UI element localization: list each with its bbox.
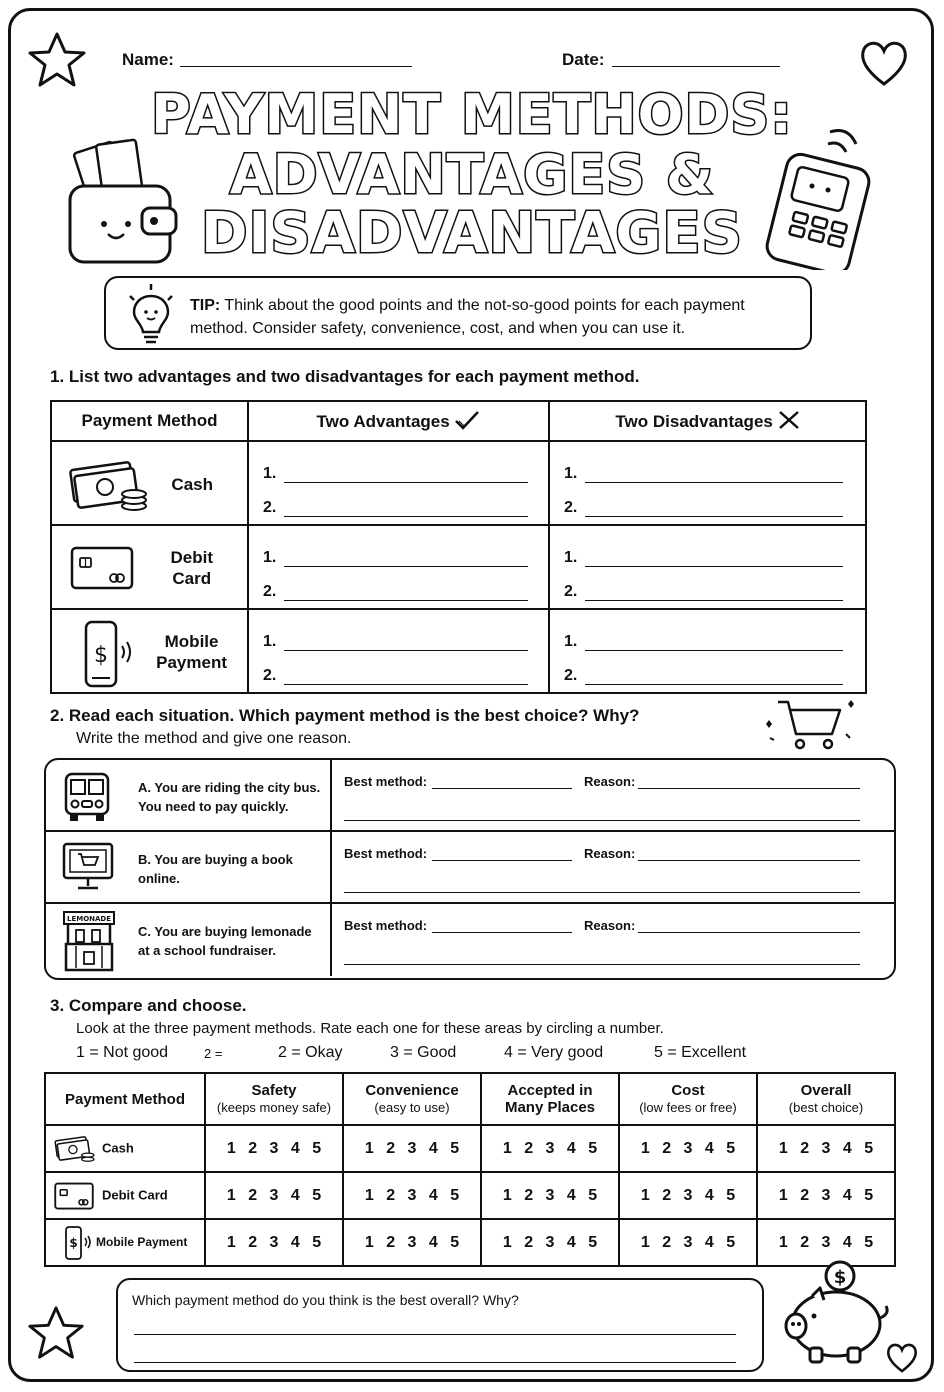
cash-icon xyxy=(68,460,150,512)
tip-line-2: method. Consider safety, convenience, cost, and when you can use it. xyxy=(190,320,686,337)
situation-text xyxy=(138,922,312,960)
rating-method-mobile-payment xyxy=(45,1219,205,1266)
col-header-overall xyxy=(757,1073,895,1125)
final-answer-line[interactable] xyxy=(134,1362,736,1363)
scale-3: 3 = Good xyxy=(390,1044,457,1061)
col-header-cost xyxy=(619,1073,757,1125)
rating-method-label: Mobile Payment xyxy=(96,1234,188,1249)
answer-line[interactable] xyxy=(249,533,548,567)
scale-1: 1 = Not good xyxy=(76,1044,169,1061)
line-number: 1. xyxy=(564,633,578,650)
line-number: 2. xyxy=(263,667,277,684)
answer-line[interactable] xyxy=(550,533,865,567)
final-question-box xyxy=(116,1278,764,1372)
rating-overall[interactable]: 1 2 3 4 5 xyxy=(757,1219,895,1266)
line-number: 2. xyxy=(263,499,277,516)
svg-text:$: $ xyxy=(94,643,108,668)
svg-text:$: $ xyxy=(69,1235,78,1250)
col-header-method: Payment Method xyxy=(45,1073,205,1125)
cash-icon xyxy=(54,1132,96,1166)
col-header-disadvantages-label: Two Disadvantages xyxy=(615,412,773,431)
scale-4: 4 = Very good xyxy=(504,1044,604,1061)
reason-field-line-2[interactable] xyxy=(344,964,860,965)
rating-safety[interactable]: 1 2 3 4 5 xyxy=(205,1172,343,1219)
reason-label: Reason: xyxy=(584,774,636,789)
method-debit-card xyxy=(51,525,248,609)
header-title: Overall xyxy=(800,1082,852,1099)
header-note: (keeps money safe) xyxy=(216,1100,332,1115)
mobile-payment-icon xyxy=(82,620,142,688)
rating-convenience[interactable]: 1 2 3 4 5 xyxy=(343,1125,481,1172)
situation-line: A. You are riding the city bus. xyxy=(138,780,321,795)
rating-cost[interactable]: 1 2 3 4 5 xyxy=(619,1172,757,1219)
rating-method-debit-card xyxy=(45,1172,205,1219)
tip-text xyxy=(190,294,800,340)
advantages-cell xyxy=(248,609,549,693)
situation-description xyxy=(46,760,332,830)
final-question: Which payment method do you think is the best overall? Why? xyxy=(132,1292,519,1308)
method-cash xyxy=(51,441,248,525)
answer-line[interactable] xyxy=(249,567,548,601)
line-number: 2. xyxy=(564,499,578,516)
situation-line: C. You are buying lemonade xyxy=(138,924,312,939)
rating-accepted[interactable]: 1 2 3 4 5 xyxy=(481,1219,619,1266)
method-label-debit-card xyxy=(171,547,214,589)
situations-box xyxy=(44,758,896,980)
reason-field[interactable] xyxy=(638,788,860,789)
table-row xyxy=(45,1219,895,1266)
reason-field-line-2[interactable] xyxy=(344,820,860,821)
situation-text xyxy=(138,850,293,888)
reason-field[interactable] xyxy=(638,932,860,933)
rating-safety[interactable]: 1 2 3 4 5 xyxy=(205,1219,343,1266)
disadvantages-cell xyxy=(549,441,866,525)
svg-text:$: $ xyxy=(833,1267,847,1288)
answer-line[interactable] xyxy=(550,449,865,483)
table-row xyxy=(51,609,866,693)
star-icon xyxy=(26,30,88,90)
answer-line[interactable] xyxy=(550,567,865,601)
best-method-label: Best method: xyxy=(344,918,428,933)
tip-line-1: Think about the good points and the not-so-good points for each payment xyxy=(224,297,745,314)
tip-lead: TIP: xyxy=(190,297,221,314)
method-mobile-payment xyxy=(51,609,248,693)
piggy-bank-icon xyxy=(776,1258,894,1370)
table-row xyxy=(51,525,866,609)
tip-box xyxy=(104,276,812,350)
x-icon xyxy=(778,410,800,430)
star-icon xyxy=(26,1304,86,1362)
col-header-convenience xyxy=(343,1073,481,1125)
line-number: 1. xyxy=(564,549,578,566)
rating-convenience[interactable]: 1 2 3 4 5 xyxy=(343,1172,481,1219)
name-label: Name: xyxy=(122,50,174,69)
best-method-field[interactable] xyxy=(432,860,572,861)
col-header-safety xyxy=(205,1073,343,1125)
scale-2: 2 = Okay xyxy=(278,1044,343,1061)
title-line-3: DISADVANTAGES xyxy=(201,201,743,266)
debit-card-icon xyxy=(54,1182,94,1210)
title-line-2: ADVANTAGES & xyxy=(229,143,715,206)
rating-method-label: Debit Card xyxy=(102,1186,168,1202)
line-number: 1. xyxy=(263,549,277,566)
header-title: Accepted in xyxy=(507,1082,593,1099)
debit-card-icon xyxy=(70,546,134,590)
situation-row xyxy=(46,832,894,904)
date-label: Date: xyxy=(562,50,605,69)
advantages-table xyxy=(50,400,867,694)
section-2-prompt: 2. Read each situation. Which payment method is the best choice? Why? xyxy=(50,706,640,725)
table-row xyxy=(45,1172,895,1219)
bus-icon xyxy=(60,770,114,824)
disadvantages-cell xyxy=(549,525,866,609)
col-header-method: Payment Method xyxy=(51,401,248,441)
reason-field[interactable] xyxy=(638,860,860,861)
answer-line[interactable] xyxy=(550,483,865,517)
lemonade-stand-icon xyxy=(62,910,116,974)
rating-accepted[interactable]: 1 2 3 4 5 xyxy=(481,1172,619,1219)
best-method-field[interactable] xyxy=(432,932,572,933)
wallet-icon xyxy=(64,134,182,268)
label-line: Payment xyxy=(156,653,227,672)
header-title: Cost xyxy=(671,1082,705,1099)
header-title: Convenience xyxy=(365,1082,459,1099)
situation-line: online. xyxy=(138,871,180,886)
situation-text xyxy=(138,778,320,816)
answer-line[interactable] xyxy=(550,651,865,685)
rating-accepted[interactable]: 1 2 3 4 5 xyxy=(481,1125,619,1172)
advantages-cell xyxy=(248,441,549,525)
reason-field-line-2[interactable] xyxy=(344,892,860,893)
rating-method-label: Cash xyxy=(102,1139,134,1155)
section-2-subprompt: Write the method and give one reason. xyxy=(76,730,352,747)
line-number: 2. xyxy=(263,583,277,600)
rating-convenience[interactable]: 1 2 3 4 5 xyxy=(343,1219,481,1266)
line-number: 2. xyxy=(564,667,578,684)
label-line: Mobile xyxy=(164,632,219,651)
method-label-mobile-payment xyxy=(156,631,227,673)
situation-line: You need to pay quickly. xyxy=(138,799,289,814)
answer-line[interactable] xyxy=(249,651,548,685)
rating-table xyxy=(44,1072,896,1267)
method-label-cash: Cash xyxy=(171,475,213,494)
label-line: Debit xyxy=(170,548,213,567)
line-number: 1. xyxy=(263,633,277,650)
rating-cost[interactable]: 1 2 3 4 5 xyxy=(619,1125,757,1172)
situation-description xyxy=(46,904,332,976)
section-3-subprompt: Look at the three payment methods. Rate each one for these areas by circling a number. xyxy=(76,1020,664,1037)
header-note: (easy to use) xyxy=(374,1100,450,1115)
best-method-label: Best method: xyxy=(344,774,428,789)
situation-row xyxy=(46,760,894,832)
answer-line[interactable] xyxy=(249,483,548,517)
scale-stray: 2 = xyxy=(204,1046,223,1061)
rating-overall[interactable]: 1 2 3 4 5 xyxy=(757,1125,895,1172)
answer-line[interactable] xyxy=(550,617,865,651)
heart-icon xyxy=(856,36,912,88)
card-reader-icon xyxy=(764,120,874,270)
header-note: (low fees or free) xyxy=(639,1100,737,1115)
header-title: Many Places xyxy=(504,1099,596,1116)
rating-overall[interactable]: 1 2 3 4 5 xyxy=(757,1172,895,1219)
reason-label: Reason: xyxy=(584,918,636,933)
line-number: 1. xyxy=(564,465,578,482)
rating-cost[interactable]: 1 2 3 4 5 xyxy=(619,1219,757,1266)
section-1-prompt: 1. List two advantages and two disadvantages for each payment method. xyxy=(50,367,640,386)
checkmark-icon xyxy=(454,410,480,430)
best-method-field[interactable] xyxy=(432,788,572,789)
rating-method-cash xyxy=(45,1125,205,1172)
line-number: 1. xyxy=(263,465,277,482)
lightbulb-icon xyxy=(124,282,178,346)
line-number: 2. xyxy=(564,583,578,600)
final-answer-line[interactable] xyxy=(134,1334,736,1335)
shopping-cart-icon xyxy=(760,694,860,756)
mobile-payment-icon xyxy=(64,1225,94,1261)
situation-description xyxy=(46,832,332,902)
advantages-cell xyxy=(248,525,549,609)
col-header-advantages xyxy=(248,401,549,441)
scale-5: 5 = Excellent xyxy=(654,1044,747,1061)
label-line: Card xyxy=(172,569,212,588)
situation-row xyxy=(46,904,894,976)
rating-safety[interactable]: 1 2 3 4 5 xyxy=(205,1125,343,1172)
header-title: Safety xyxy=(251,1082,297,1099)
col-header-accepted xyxy=(481,1073,619,1125)
title-line-1: PAYMENT METHODS: xyxy=(151,83,793,146)
col-header-disadvantages xyxy=(549,401,866,441)
name-field[interactable] xyxy=(180,66,412,67)
disadvantages-cell xyxy=(549,609,866,693)
table-row xyxy=(45,1125,895,1172)
reason-label: Reason: xyxy=(584,846,636,861)
section-3-prompt: 3. Compare and choose. xyxy=(50,996,247,1015)
answer-line[interactable] xyxy=(249,449,548,483)
best-method-label: Best method: xyxy=(344,846,428,861)
answer-line[interactable] xyxy=(249,617,548,651)
table-row xyxy=(51,441,866,525)
situation-line: at a school fundraiser. xyxy=(138,943,276,958)
lemonade-sign: LEMONADE xyxy=(66,915,112,923)
date-field[interactable] xyxy=(612,66,780,67)
computer-cart-icon xyxy=(60,840,116,896)
header-note: (best choice) xyxy=(788,1100,864,1115)
situation-line: B. You are buying a book xyxy=(138,852,293,867)
col-header-advantages-label: Two Advantages xyxy=(316,412,450,431)
